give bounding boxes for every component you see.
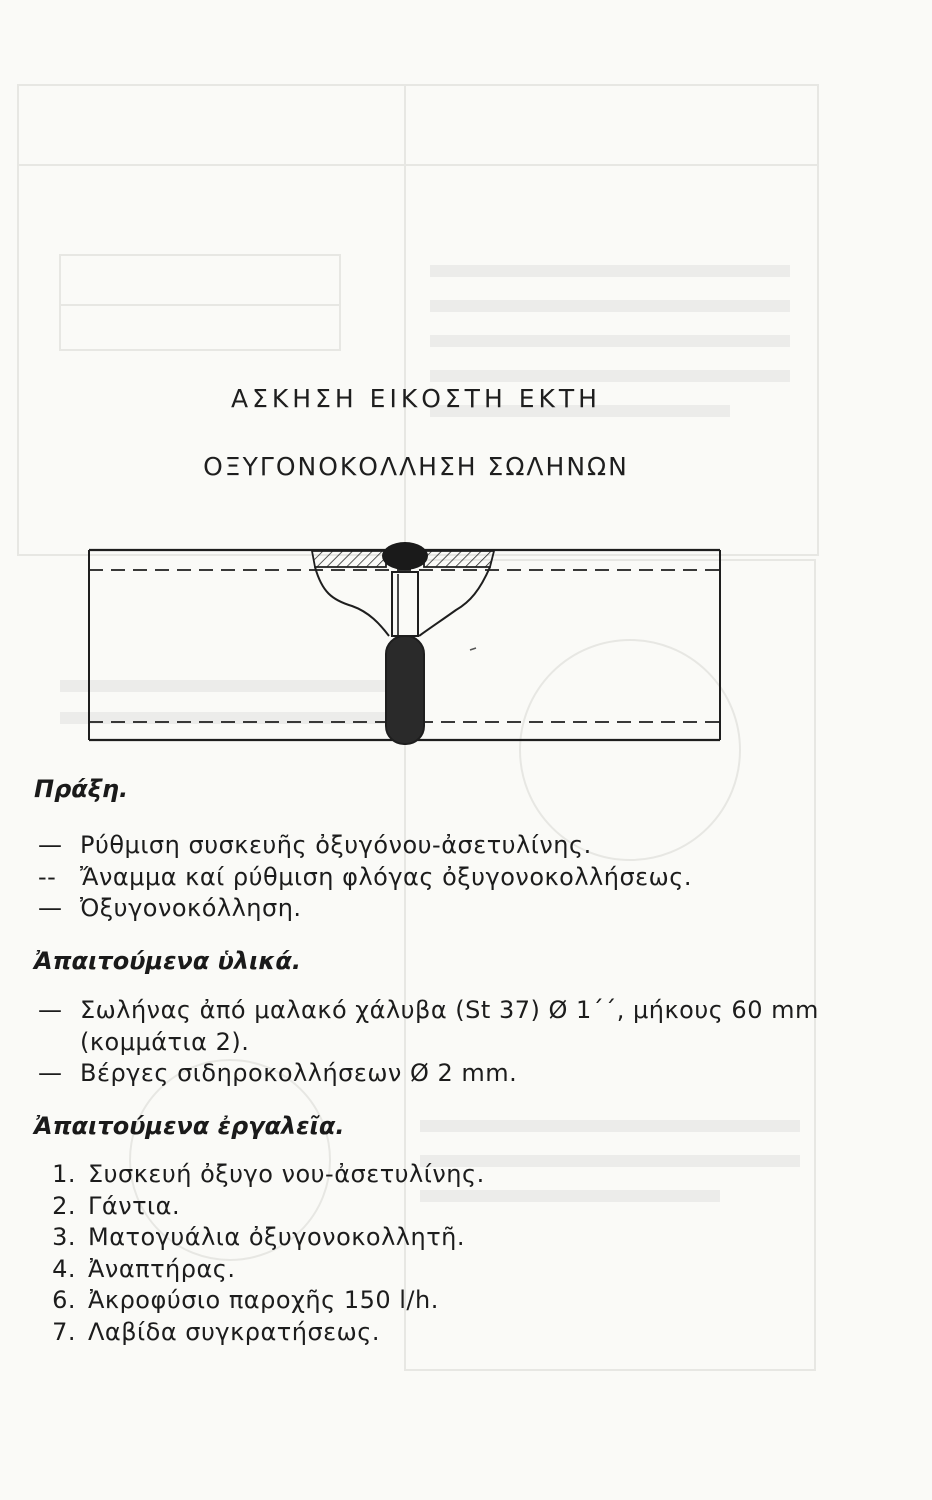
section-heading-materials: Ἀπαιτούμενα ὑλικά. (34, 947, 302, 975)
torch-nozzle (386, 572, 424, 744)
list-item-text: Βέργες σιδηροκολλήσεων Ø 2 mm. (80, 1059, 518, 1088)
list-item (38, 1222, 828, 1254)
list-number: 7. (52, 1317, 76, 1346)
list-item-text: Ἀκροφύσιο παροχῆς 150 l/h. (88, 1286, 439, 1315)
list-item (38, 995, 820, 1058)
materials-list (38, 995, 820, 1090)
list-item-text: Ρύθμιση συσκευῆς ὀξυγόνου-ἀσετυλίνης. (80, 831, 592, 859)
list-item (38, 830, 820, 862)
list-item-text: Συσκευή ὀξυγο νου-ἀσετυλίνης. (88, 1160, 485, 1188)
list-dash: — (38, 996, 63, 1024)
list-number: 4. (52, 1254, 76, 1283)
list-dash: — (38, 1059, 63, 1088)
list-item (38, 1254, 828, 1286)
weld-bead (382, 542, 428, 570)
list-number: 2. (52, 1191, 76, 1220)
tools-list (38, 1159, 828, 1349)
list-item-text: Γάντια. (88, 1191, 181, 1220)
list-item-text: Λαβίδα συγκρατήσεως. (88, 1317, 380, 1346)
list-dash: — (38, 831, 63, 859)
list-number: 6. (52, 1286, 76, 1315)
list-item-text: Ὀξυγονοκόλληση. (80, 894, 302, 923)
list-item-text: Ἀναπτήρας. (88, 1254, 236, 1283)
list-item (38, 862, 820, 894)
list-number: 1. (52, 1160, 76, 1188)
list-dash: — (38, 894, 63, 923)
list-dash: -- (38, 862, 57, 891)
list-item (38, 1159, 828, 1191)
exercise-number-title: ΑΣΚΗΣΗ ΕΙΚΟΣΤΗ ΕΚΤΗ (231, 384, 601, 413)
list-item-text: Ἄναμμα καί ρύθμιση φλόγας ὀξυγονοκολλήσεως. (80, 862, 692, 891)
list-item (38, 1317, 828, 1349)
praxi-list (38, 830, 820, 925)
list-item (38, 1058, 820, 1090)
list-item (38, 893, 820, 925)
list-item-text: Σωλήνας ἀπό μαλακό χάλυβα (St 37) Ø 1΄΄, μήκους 60 mm (κομμάτια 2). (80, 996, 819, 1056)
section-heading-tools: Ἀπαιτούμενα ἐργαλεῖα. (34, 1112, 345, 1140)
list-item (38, 1191, 828, 1223)
list-number: 3. (52, 1223, 76, 1252)
list-item (38, 1285, 828, 1317)
pipe-weld-diagram (84, 532, 734, 764)
list-item-text: Ματογυάλια ὀξυγονοκολλητῆ. (88, 1223, 466, 1252)
section-heading-praxi: Πράξη. (34, 775, 129, 803)
exercise-subject-title: ΟΞΥΓΟΝΟΚΟΛΛΗΣΗ ΣΩΛΗΝΩΝ (203, 452, 629, 481)
